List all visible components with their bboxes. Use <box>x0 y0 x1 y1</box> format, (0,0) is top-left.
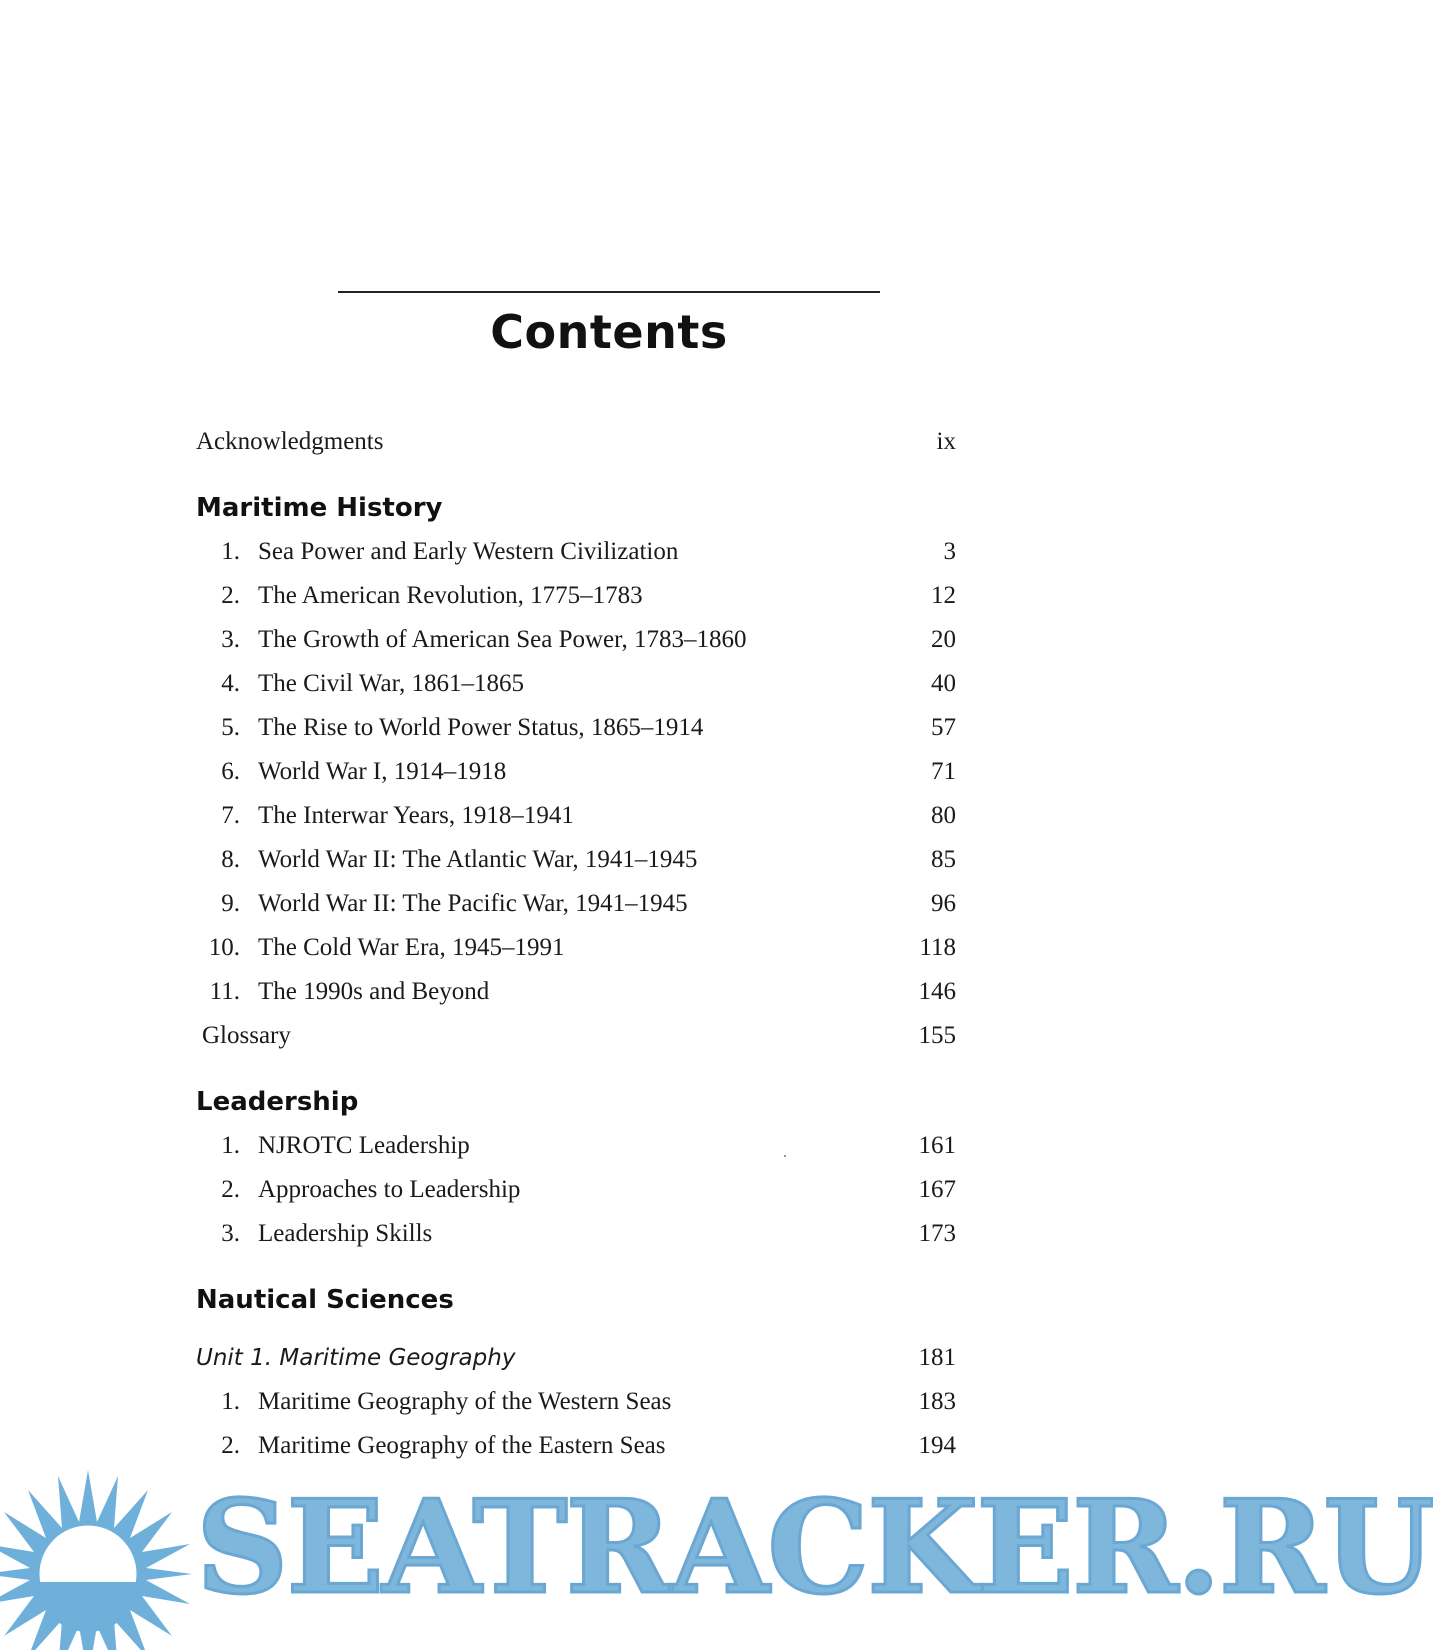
chapter-page: 57 <box>931 714 956 741</box>
chapter-title: NJROTC Leadership <box>258 1132 470 1159</box>
chapter-title: World War II: The Pacific War, 1941–1945 <box>258 890 688 917</box>
chapter-number: 1. <box>221 1388 240 1415</box>
page-title: Contents <box>490 305 728 359</box>
chapter-title: Leadership Skills <box>258 1220 433 1247</box>
chapter-page: 3 <box>943 538 956 565</box>
chapter-page: 12 <box>931 582 956 609</box>
toc-entry[interactable] <box>196 618 956 662</box>
toc-entry[interactable] <box>196 970 956 1014</box>
toc-entry[interactable] <box>196 1168 956 1212</box>
toc-entry[interactable] <box>196 1380 956 1424</box>
chapter-page: 146 <box>918 978 956 1005</box>
toc-entry[interactable] <box>196 882 956 926</box>
leadership-chapters <box>196 1124 956 1256</box>
chapter-title: The Growth of American Sea Power, 1783–1860 <box>258 626 747 653</box>
chapter-title: The Interwar Years, 1918–1941 <box>258 802 574 829</box>
chapter-page: 161 <box>918 1132 956 1159</box>
chapter-number: 8. <box>221 846 240 873</box>
chapter-title: World War II: The Atlantic War, 1941–1945 <box>258 846 698 873</box>
toc-entry-acknowledgments[interactable] <box>196 420 956 464</box>
chapter-title: The Rise to World Power Status, 1865–1914 <box>258 714 704 741</box>
section-heading-leadership: Leadership <box>196 1087 359 1117</box>
section-heading-maritime-history: Maritime History <box>196 493 443 523</box>
entry-page: ix <box>936 428 956 455</box>
entry-page: 155 <box>918 1022 956 1049</box>
chapter-page: 167 <box>918 1176 956 1203</box>
chapter-title: Maritime Geography of the Eastern Seas <box>258 1432 666 1459</box>
chapter-page: 96 <box>931 890 956 917</box>
toc-entry-unit[interactable] <box>196 1336 956 1380</box>
chapter-number: 2. <box>221 1176 240 1203</box>
chapter-number: 10. <box>208 934 240 961</box>
chapter-title: The Cold War Era, 1945–1991 <box>258 934 565 961</box>
section-heading-nautical-sciences: Nautical Sciences <box>196 1285 454 1315</box>
entry-label: Acknowledgments <box>196 428 384 455</box>
toc-entry[interactable] <box>196 530 956 574</box>
toc-entry[interactable] <box>196 794 956 838</box>
chapter-number: 2. <box>221 582 240 609</box>
nautical-sciences-chapters <box>196 1380 956 1468</box>
chapter-number: 4. <box>221 670 240 697</box>
toc-entry[interactable] <box>196 662 956 706</box>
chapter-number: 5. <box>221 714 240 741</box>
chapter-page: 40 <box>931 670 956 697</box>
title-rule <box>338 291 880 293</box>
toc-entry[interactable] <box>196 1212 956 1256</box>
toc-entry[interactable] <box>196 706 956 750</box>
toc-entry-glossary[interactable] <box>196 1014 956 1058</box>
chapter-number: 6. <box>221 758 240 785</box>
chapter-title: World War I, 1914–1918 <box>258 758 507 785</box>
chapter-page: 80 <box>931 802 956 829</box>
maritime-history-chapters <box>196 530 956 1058</box>
toc-entry[interactable] <box>196 1124 956 1168</box>
toc-entry[interactable] <box>196 574 956 618</box>
chapter-number: 11. <box>209 978 240 1005</box>
chapter-number: 2. <box>221 1432 240 1459</box>
chapter-page: 85 <box>931 846 956 873</box>
scan-speck <box>784 1155 786 1157</box>
chapter-number: 1. <box>221 1132 240 1159</box>
chapter-number: 7. <box>221 802 240 829</box>
chapter-title: Approaches to Leadership <box>258 1176 521 1203</box>
chapter-number: 3. <box>221 626 240 653</box>
chapter-number: 1. <box>221 538 240 565</box>
chapter-page: 183 <box>918 1388 956 1415</box>
chapter-page: 173 <box>918 1220 956 1247</box>
watermark-logo-text: SEATRACKER.RU <box>196 1473 1433 1623</box>
chapter-number: 3. <box>221 1220 240 1247</box>
chapter-page: 194 <box>918 1432 956 1459</box>
unit-title: Unit 1. Maritime Geography <box>196 1345 516 1371</box>
chapter-number: 9. <box>221 890 240 917</box>
chapter-title: The Civil War, 1861–1865 <box>258 670 524 697</box>
chapter-title: The 1990s and Beyond <box>258 978 490 1005</box>
table-of-contents <box>196 420 956 1468</box>
chapter-page: 71 <box>931 758 956 785</box>
chapter-page: 20 <box>931 626 956 653</box>
toc-entry[interactable] <box>196 750 956 794</box>
chapter-title: Sea Power and Early Western Civilization <box>258 538 679 565</box>
unit-page: 181 <box>918 1344 956 1371</box>
chapter-title: Maritime Geography of the Western Seas <box>258 1388 672 1415</box>
chapter-title: The American Revolution, 1775–1783 <box>258 582 643 609</box>
chapter-page: 118 <box>919 934 956 961</box>
toc-entry[interactable] <box>196 838 956 882</box>
toc-entry[interactable] <box>196 926 956 970</box>
entry-label: Glossary <box>202 1022 291 1049</box>
